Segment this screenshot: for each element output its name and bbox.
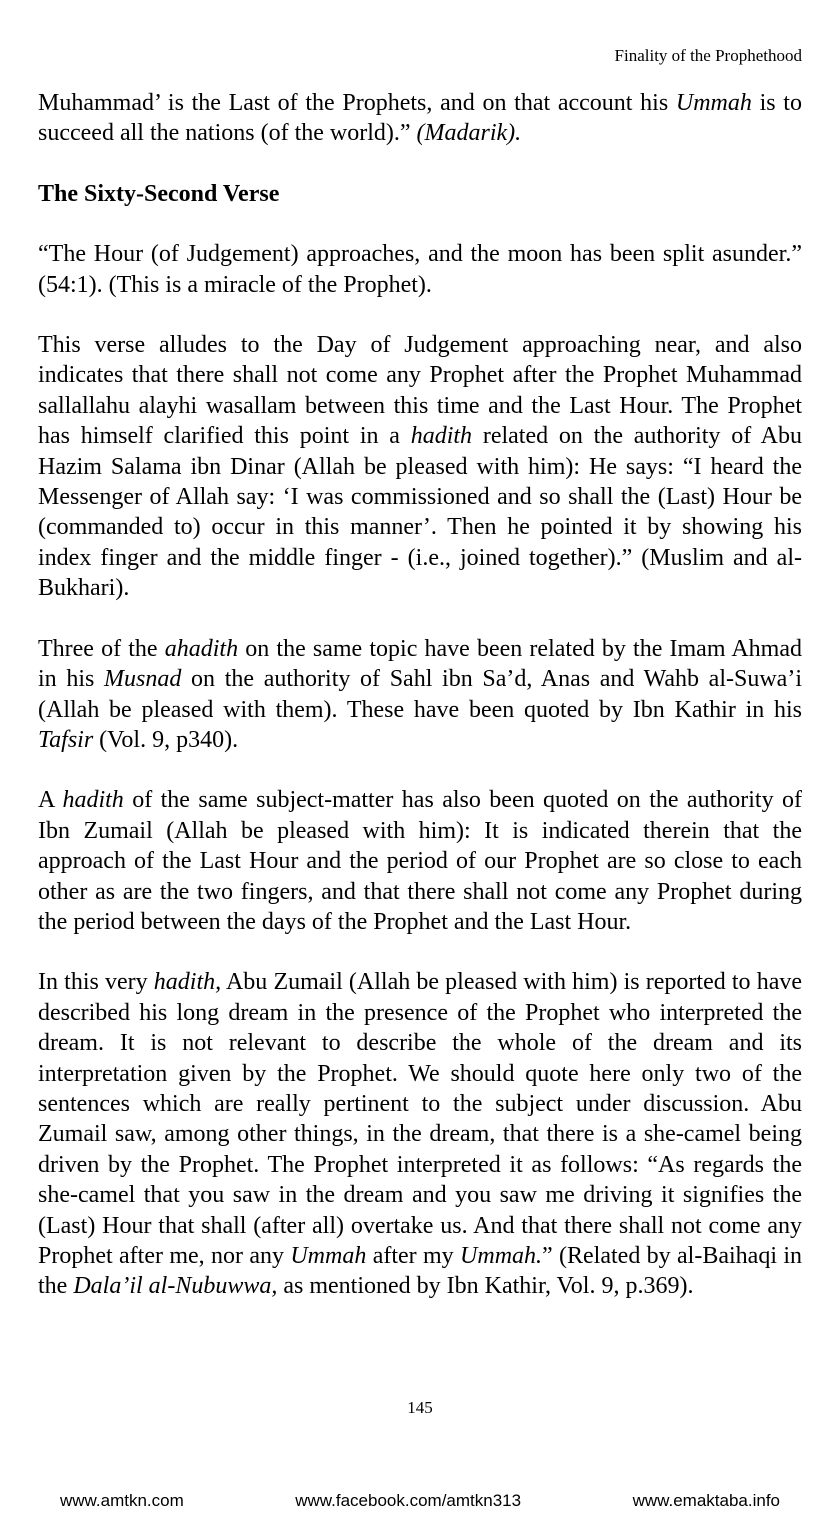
page-body [38,88,802,1302]
footer-link-emaktaba[interactable]: www.emaktaba.info [632,1491,780,1510]
italic-term: Musnad [104,666,182,693]
footer-link-facebook[interactable]: www.facebook.com/amtkn313 [295,1491,522,1510]
italic-term: Ummah [290,1243,367,1269]
text-segment: after my [366,1243,461,1269]
text-segment: ” (Related by al-Baihaqi in the [38,1243,803,1300]
text-segment: related on the authority of Abu Hazim Salama ibn Dinar (Allah be pleased with him): He says: “I heard the Messenger of Allah say: ‘I was commissioned and so shall the (Last) Hour be (commanded to) occur in this manner’. Then he pointed it by showing his index finger and the middle finger - (i.e., joined together).” (Muslim and al-Bukhari). [38,423,802,602]
text-segment: In this very [38,969,154,996]
text-segment: is to succeed all the nations (of the world).” [38,90,802,147]
text-segment: This verse alludes to the Day of Judgement approaching near, and also indicates that there shall not come any Prophet after the Prophet Muhammad sallallahu alayhi wasallam between this time and the Last Hour. The Prophet has himself clarified this point in a [38,332,802,450]
footer-link-amtkn[interactable]: www.amtkn.com [60,1491,184,1510]
italic-term: Ummah. [460,1243,543,1269]
text-segment: Muhammad’ is the Last of the Prophets, and on that account his [38,90,676,116]
paragraph-ibn-zumail [38,785,802,937]
verse-quote: “The Hour (of Judgement) approaches, and the moon has been split asunder.” (54:1). (This is a miracle of the Prophet). [38,241,802,298]
paragraph-continuation [38,88,802,149]
text-segment: on the authority of Sahl ibn Sa’d, Anas and Wahb al-Suwa’i (Allah be pleased with them). These have been quoted by Ibn Kathir in his [38,666,802,723]
text-segment: Three of the [38,635,165,662]
italic-term: Ummah [675,90,752,116]
page-number: 145 [407,1398,433,1417]
paragraph-commentary [38,330,802,604]
text-segment: A [38,787,63,814]
paragraph-dream [38,967,802,1301]
text-segment: on the same topic have been related by the Imam Ahmad in his [38,635,802,693]
text-segment: of the same subject-matter has also been quoted on the authority of Ibn Zumail (Allah be pleased with him): It is indicated therein that the approach of the Last Hour and the period of our Prophet are so close to each other as are the two fingers, and that there shall not come any Prophet during the period between the days of the Prophet and the Last Hour. [38,787,802,935]
text-segment: (Vol. 9, p340). [93,726,239,753]
section-heading: The Sixty-Second Verse [38,180,280,207]
paragraph-ahadith [38,634,802,756]
italic-term: hadith [410,423,473,450]
text-segment: Abu Zumail (Allah be pleased with him) is reported to have described his long dream in the presence of the Prophet who interpreted the dream. It is not relevant to describe the whole of the dream and its interpretation given by the Prophet. We should quote here only two of the sentences which are really pertinent to the subject under discussion. Abu Zumail saw, among other things, in the dream, that there is a she-camel being driven by the Prophet. The Prophet interpreted it as follows: “As regards the she-camel that you saw in the dream and you saw me driving it signifies the (Last) Hour that shall (after all) overtake us. And that there shall not come any Prophet after me, nor any [38,969,803,1269]
italic-term: hadith, [153,969,222,996]
italic-term: ahadith [164,635,239,662]
italic-term: Tafsir [38,726,94,753]
text-segment: as mentioned by Ibn Kathir, Vol. 9, p.369). [277,1273,694,1300]
italic-term: hadith [62,787,124,814]
citation-source: (Madarik). [416,120,522,147]
running-header: Finality of the Prophethood [614,46,802,65]
italic-term: Dala’il al-Nubuwwa, [73,1273,278,1300]
footer-links [60,1490,780,1512]
